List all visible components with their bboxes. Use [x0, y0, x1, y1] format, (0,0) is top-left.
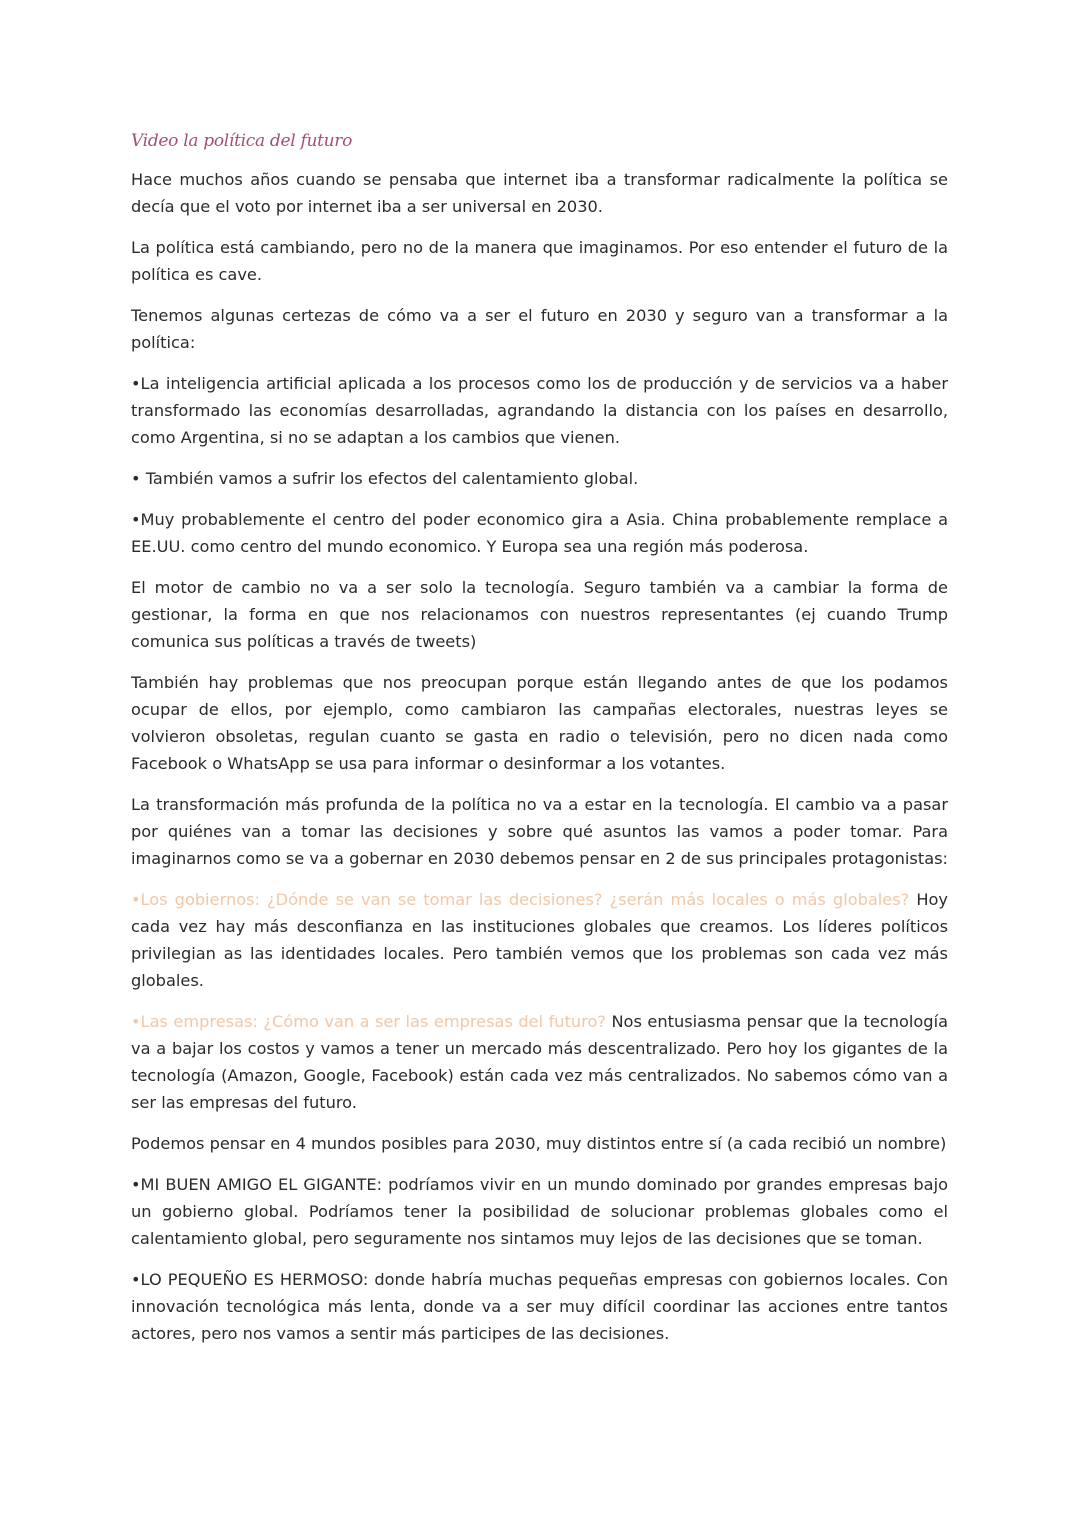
bullet-paragraph: • También vamos a sufrir los efectos del calentamiento global.	[131, 469, 639, 488]
paragraph: Podemos pensar en 4 mundos posibles para 2030, muy distintos entre sí (a cada recibió un nombre)	[131, 1134, 947, 1153]
paragraph: La transformación más profunda de la política no va a estar en la tecnología. El cambio va a pasar por quiénes van a tomar las decisiones y sobre qué asuntos las vamos a poder tomar. Para imaginarnos como se va a gobernar en 2030 debemos pensar en 2 de sus principales protagonistas:	[131, 795, 949, 868]
empresas-text: Nos entusiasma pensar que la tecnología va a bajar los costos y vamos a tener un mercado más descentralizado. Pero hoy los gigantes de la tecnología (Amazon, Google, Facebook) están cada vez más centralizados. No sabemos cómo van a ser las empresas del futuro.	[131, 1012, 948, 1112]
gobiernos-text: Hoy cada vez hay más desconfianza en las instituciones globales que creamos. Los líderes políticos privilegian as las identidades locales. Pero también vemos que los problemas son cada vez más globales.	[131, 890, 948, 990]
paragraph: También hay problemas que nos preocupan porque están llegando antes de que los podamos ocupar de ellos, por ejemplo, como cambiaron las campañas electorales, nuestras leyes se volvieron obsoletas, regulan cuanto se gasta en radio o televisión, pero no dicen nada como Facebook o WhatsApp se usa para informar o desinformar a los votantes.	[131, 673, 948, 773]
paragraph: El motor de cambio no va a ser solo la tecnología. Seguro también va a cambiar la forma de gestionar, la forma en que nos relacionamos con nuestros representantes (ej cuando Trump comunica sus políticas a través de tweets)	[131, 578, 948, 651]
empresas-paragraph	[131, 1008, 948, 1116]
paragraph: Tenemos algunas certezas de cómo va a ser el futuro en 2030 y seguro van a transformar a la política:	[131, 306, 948, 352]
bullet-paragraph: •MI BUEN AMIGO EL GIGANTE: podríamos vivir en un mundo dominado por grandes empresas bajo un gobierno global. Podríamos tener la posibilidad de solucionar problemas globales como el calentamiento global, pero seguramente nos sintamos muy lejos de las decisiones que se toman.	[131, 1175, 948, 1248]
paragraph: La política está cambiando, pero no de la manera que imaginamos. Por eso entender el futuro de la política es cave.	[131, 238, 948, 284]
gobiernos-paragraph	[131, 886, 948, 994]
document-page	[131, 128, 948, 1361]
bullet-paragraph: •Muy probablemente el centro del poder economico gira a Asia. China probablemente remplace a EE.UU. como centro del mundo economico. Y Europa sea una región más poderosa.	[131, 510, 948, 556]
bullet-paragraph: •LO PEQUEÑO ES HERMOSO: donde habría muchas pequeñas empresas con gobiernos locales. Con innovación tecnológica más lenta, donde va a ser muy difícil coordinar las acciones entre tantos actores, pero nos vamos a sentir más participes de las decisiones.	[131, 1270, 948, 1343]
document-title: Video la política del futuro	[131, 131, 353, 151]
gobiernos-question: •Los gobiernos: ¿Dónde se van se tomar las decisiones? ¿serán más locales o más globales?	[131, 890, 910, 909]
bullet-paragraph: •La inteligencia artificial aplicada a los procesos como los de producción y de servicios va a haber transformado las economías desarrolladas, agrandando la distancia con los países en desarrollo, como Argentina, si no se adaptan a los cambios que vienen.	[131, 374, 948, 447]
empresas-question: •Las empresas: ¿Cómo van a ser las empresas del futuro?	[131, 1012, 606, 1031]
paragraph: Hace muchos años cuando se pensaba que internet iba a transformar radicalmente la política se decía que el voto por internet iba a ser universal en 2030.	[131, 170, 948, 216]
